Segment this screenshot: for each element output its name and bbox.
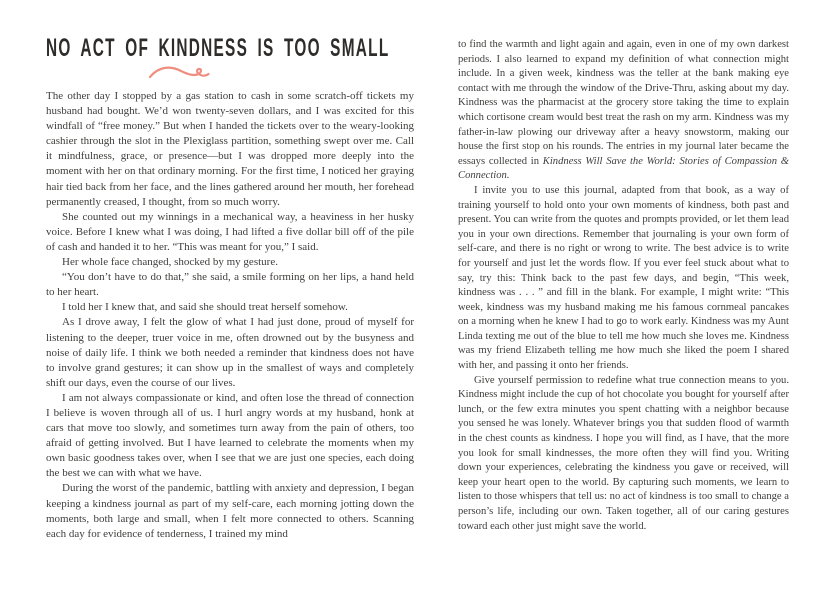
text-run: I am not always compassionate or kind, and often lose the thread of connection I believe is woven through all of us. I hurl angry words at my husband, honk at cars that move too slowly, and sometimes turn away from the pain of others, too afraid of getting involved. But I have learned to celebrate the moments when my own basic goodness takes over, when I see that we are just one species, each doing the best we can with what we have. [46,391,414,480]
paragraph [46,315,414,390]
paragraph [46,391,414,482]
text-run: to find the warmth and light again and again, even in one of my own darkest periods. I also learned to expand my definition of what connection might include. In a given week, kindness was the teller at the bank making eye contact with me through the window of the Drive-Thru, asking about my day. Kindness was the pharmacist at the grocery store taking the time to explain which cortisone cream would best treat the rash on my arm. Kindness was my father-in-law plowing our driveway after a heavy snowstorm, making our house the first stop on his rounds. The entries in my journal later became the essays collected in [458,39,789,167]
right-page-text [458,38,789,534]
paragraph [46,481,414,541]
right-page [458,38,789,534]
squiggle-flourish-icon [148,62,214,82]
book-title-italic: Kindness Will Save the World: Stories of Compassion & Connection. [458,155,789,182]
left-page-text [46,89,414,542]
paragraph [46,270,414,300]
paragraph [46,89,414,210]
paragraph [458,38,789,184]
text-run: I invite you to use this journal, adapted from that book, as a way of training yourself to hold onto your own moments of kindness, both past and present. You can write from the quotes and prompts provided, or let them lead you in your own directions. Remember that journaling is your own form of self-care, and there is no right or wrong to write. The best advice is to write for yourself and just let the words flow. If you ever feel stuck about what to say, try this: Think back to the past few days, and begin, “This week, kindness was . . . ” and fill in the blank. For example, I might write: “This week, kindness was my husband making me his famous cornmeal pancakes on a morning when he knew I had to go to work early. Kindness was my Aunt Linda texting me out of the blue to tell me how much she loves me. Kindness was my friend Elizabeth telling me how much she liked the poem I shared with her, and passing it onto her friends. [458,184,789,372]
text-run: Give yourself permission to redefine what true connection means to you. Kindness might include the cup of hot chocolate you bought for yourself after lunch, or the few extra minutes you spent chatting with a neighbor because you sensed he was lonely. Whatever brings you that sudden flood of warmth in the chest counts as kindness. I hope you will find, as I have, that the more you look for small kindnesses, the more often they will find you. Writing down your experiences, celebrating the kindness you gave or received, will keep your heart open to the world. By capturing such moments, we learn to listen to those whispers that tell us: no act of kindness is too small to change a person’s life, including our own. Taken together, all of our caring gestures toward each other just might save the world. [458,374,789,532]
chapter-title: NO ACT OF KINDNESS IS TOO SMALL [46,34,390,63]
text-run: As I drove away, I felt the glow of what I had just done, proud of myself for listening to the deeper, truer voice in me, often drowned out by the busyness and noise of daily life. I think we both needed a reminder that kindness does not have to involve grand gestures; it can show up in the smallest of ways and completely shift our days, even the course of our lives. [46,316,414,389]
paragraph [46,255,414,270]
text-run: She counted out my winnings in a mechanical way, a heaviness in her husky voice. Before I knew what I was doing, I had lifted a five dollar bill off of the pile of cash and handed it to her. “This was meant for you,” I said. [46,210,414,253]
paragraph [458,184,789,374]
text-run: The other day I stopped by a gas station to cash in some scratch-off tickets my husband had bought. We’d won twenty-seven dollars, and I was excited for this windfall of “free money.” But when I handed the tickets over to the weary-looking cashier through the slot in the Plexiglass partition, something swept over me. Call it mindfulness, grace, or presence—but I was dropped more deeply into the moment with her on that ordinary morning. For the first time, I noticed her graying hair tied back from her face, and the lines gathered around her mouth, her forehead permanently creased, I thought, from so much worry. [46,90,414,208]
text-run: Her whole face changed, shocked by my gesture. [62,256,278,269]
text-run: I told her I knew that, and said she should treat herself somehow. [62,301,348,314]
paragraph [46,210,414,255]
paragraph [46,300,414,315]
paragraph [458,374,789,535]
left-page [46,34,414,542]
text-run: During the worst of the pandemic, battling with anxiety and depression, I began keeping a kindness journal as part of my self-care, each morning jotting down the moments, both large and small, when I felt more connected to others. Scanning each day for evidence of tenderness, I trained my mind [46,482,414,540]
text-run: “You don’t have to do that,” she said, a smile forming on her lips, a hand held to her heart. [46,271,414,299]
